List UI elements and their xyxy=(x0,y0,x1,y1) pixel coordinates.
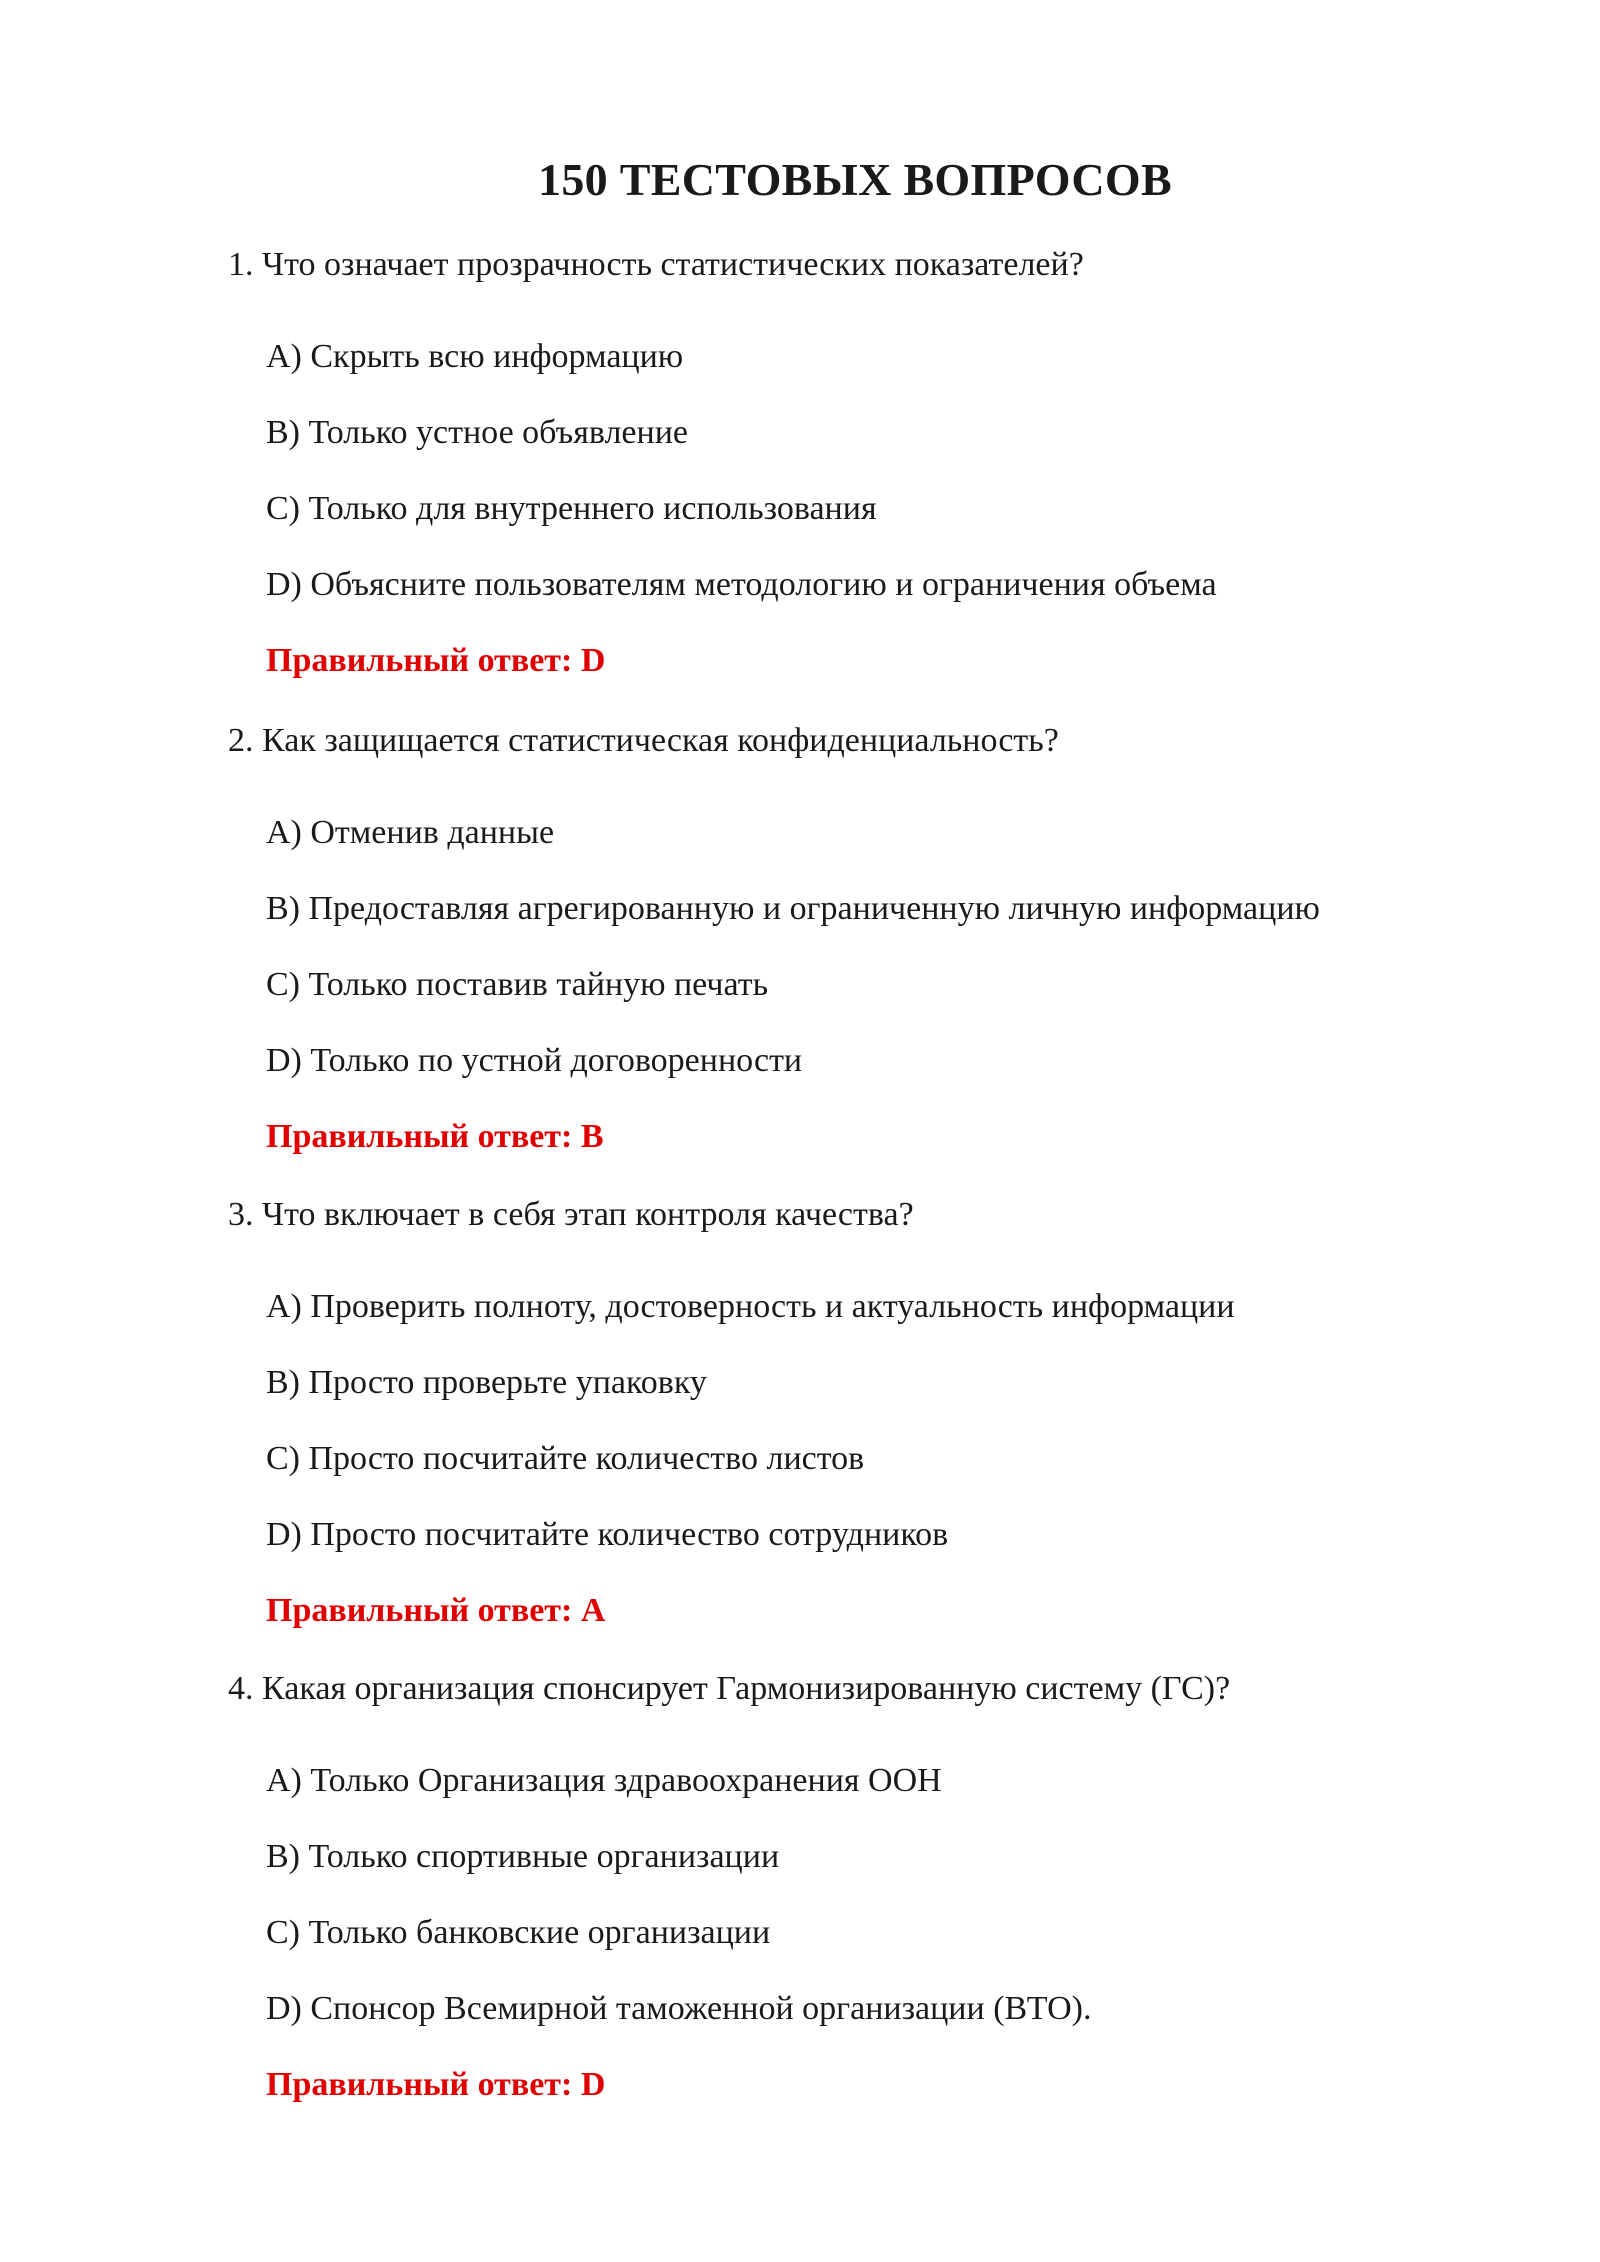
question-text: 1. Что означает прозрачность статистических показателей? xyxy=(228,246,1084,283)
correct-answer: Правильный ответ: A xyxy=(266,1592,606,1629)
question-text: 3. Что включает в себя этап контроля качества? xyxy=(228,1196,914,1233)
option-d: D) Только по устной договоренности xyxy=(266,1042,803,1079)
correct-answer: Правильный ответ: B xyxy=(266,1118,604,1155)
page-title: 150 ТЕСТОВЫХ ВОПРОСОВ xyxy=(538,154,1172,205)
option-d: D) Спонсор Всемирной таможенной организации (ВТО). xyxy=(266,1990,1092,2027)
option-d: D) Объясните пользователям методологию и ограничения объема xyxy=(266,566,1217,603)
question-text: 2. Как защищается статистическая конфиденциальность? xyxy=(228,722,1059,759)
correct-answer: Правильный ответ: D xyxy=(266,642,606,679)
option-b: B) Только устное объявление xyxy=(266,414,688,451)
option-d: D) Просто посчитайте количество сотрудников xyxy=(266,1516,949,1553)
option-c: C) Только поставив тайную печать xyxy=(266,966,769,1003)
option-a: A) Отменив данные xyxy=(266,814,555,851)
correct-answer: Правильный ответ: D xyxy=(266,2066,606,2103)
option-c: C) Только для внутреннего использования xyxy=(266,490,877,527)
option-b: B) Просто проверьте упаковку xyxy=(266,1364,707,1401)
option-b: B) Предоставляя агрегированную и ограниченную личную информацию xyxy=(266,890,1320,927)
question-text: 4. Какая организация спонсирует Гармонизированную систему (ГС)? xyxy=(228,1670,1231,1707)
option-a: A) Скрыть всю информацию xyxy=(266,338,684,375)
option-c: C) Только банковские организации xyxy=(266,1914,771,1951)
option-a: A) Проверить полноту, достоверность и актуальность информации xyxy=(266,1288,1235,1325)
option-b: B) Только спортивные организации xyxy=(266,1838,780,1875)
option-a: A) Только Организация здравоохранения ООН xyxy=(266,1762,942,1799)
option-c: C) Просто посчитайте количество листов xyxy=(266,1440,865,1477)
